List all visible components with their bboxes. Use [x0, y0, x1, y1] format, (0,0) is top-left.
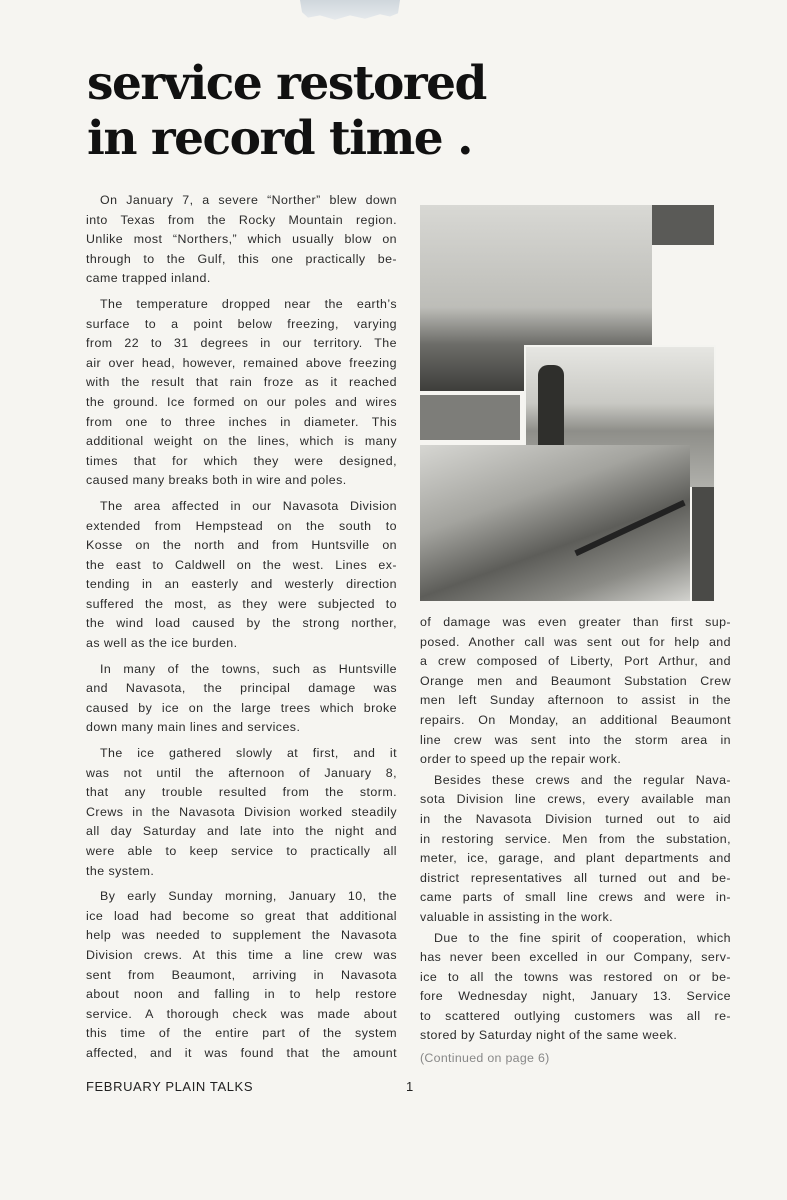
paragraph	[86, 660, 397, 738]
text-line: the ground. Ice formed on our poles and wires	[86, 394, 397, 409]
photo-broken-poles	[420, 445, 690, 601]
text-line: The area affected in our Navasota Division	[100, 498, 397, 513]
text-line: air over head, however, remained above freezing	[86, 355, 397, 370]
text-line: sent from Beaumont, arriving in Navasota	[86, 967, 397, 982]
text-line: about noon and falling in to help restore	[86, 987, 397, 1002]
text-line: Orange men and Beaumont Substation Crew	[420, 673, 731, 688]
photo-collage-ice-storm-damage	[420, 205, 716, 601]
text-line: caused by ice on the large trees which broke	[86, 700, 397, 715]
text-line: posed. Another call was sent out for help and	[420, 634, 731, 649]
text-line: to scattered outlying customers was all re-	[420, 1008, 731, 1023]
text-line: men left Sunday afternoon to assist in the	[420, 693, 731, 708]
paragraph	[420, 613, 731, 770]
text-line: in the Navasota Division turned out to aid	[420, 811, 731, 826]
torn-paper-edge	[300, 0, 400, 22]
text-line: line crew was sent into the storm area in	[420, 732, 731, 747]
text-line: was not until the afternoon of January 8,	[86, 765, 397, 780]
left-column	[86, 191, 397, 1070]
text-line: the wind load caused by the strong norther,	[86, 616, 397, 631]
text-line: a crew composed of Liberty, Port Arthur, and	[420, 654, 731, 669]
text-line: additional weight on the lines, which is many	[86, 434, 397, 449]
text-line: from one to three inches in diameter. This	[86, 414, 397, 429]
text-line: of damage was even greater than first sup-	[420, 615, 731, 629]
text-line: came trapped inland.	[86, 271, 211, 286]
text-line: as well as the ice burden.	[86, 636, 238, 651]
text-line: Kosse on the north and from Huntsville on	[86, 538, 397, 553]
text-line: extended from Hempstead on the south to	[86, 518, 397, 533]
text-line: that any trouble resulted from the storm.	[86, 785, 397, 800]
text-line: help was needed to supplement the Navasota	[86, 928, 397, 943]
paragraph	[86, 191, 397, 289]
text-line: affected, and it was found that the amount	[86, 1045, 397, 1060]
text-line: meter, ice, garage, and plant departments and	[420, 851, 731, 866]
text-line: has never been excelled in our Company, serv-	[420, 950, 731, 965]
text-line: and Navasota, the principal damage was	[86, 681, 397, 696]
text-line: By early Sunday morning, January 10, the	[100, 889, 397, 904]
text-line: in restoring service. Men from the substation,	[420, 831, 731, 846]
publication-footer: FEBRUARY PLAIN TALKS	[86, 1079, 254, 1094]
text-line: service. A thorough check was made about	[86, 1006, 397, 1021]
text-line: Unlike most “Northers,” which usually blow on	[86, 232, 397, 247]
continued-note: (Continued on page 6)	[420, 1051, 550, 1065]
text-line: with the result that rain froze as it reached	[86, 375, 397, 390]
text-line: On January 7, a severe “Norther” blew down	[100, 193, 397, 207]
text-line: all day Saturday and late into the night and	[86, 824, 397, 839]
text-line: order to speed up the repair work.	[420, 752, 622, 767]
text-line: the east to Caldwell on the west. Lines ex-	[86, 557, 397, 572]
photo-gray-band	[420, 395, 520, 440]
paragraph	[420, 771, 731, 928]
text-line: down many main lines and services.	[86, 720, 301, 735]
paragraph	[420, 929, 731, 1047]
text-line: into Texas from the Rocky Mountain region.	[86, 212, 397, 227]
headline-line-1: service restored	[87, 56, 486, 111]
text-line: through to the Gulf, this one practically be-	[86, 251, 397, 266]
paragraph	[86, 744, 397, 881]
paragraph	[86, 497, 397, 654]
text-line: district representatives all turned out and be-	[420, 870, 731, 885]
dark-panel	[652, 205, 714, 245]
text-line: The temperature dropped near the earth’s	[100, 296, 397, 311]
text-line: suffered the most, as they were subjected to	[86, 596, 397, 611]
text-line: from 22 to 31 degrees in our territory. The	[86, 336, 397, 351]
text-line: ice to all the towns was restored on or be-	[420, 969, 731, 984]
text-line: this time of the entire part of the system	[86, 1026, 397, 1041]
text-line: came parts of small line crews and were in-	[420, 890, 731, 905]
paragraph	[86, 887, 397, 1063]
text-line: In many of the towns, such as Huntsville	[100, 661, 397, 676]
text-line: valuable in assisting in the work.	[420, 909, 613, 924]
text-line: surface to a point below freezing, varying	[86, 316, 397, 331]
text-line: fore Wednesday night, January 13. Service	[420, 989, 731, 1004]
dark-side-panel	[692, 487, 714, 601]
text-line: Besides these crews and the regular Nava-	[434, 772, 731, 787]
text-line: stored by Saturday night of the same week.	[420, 1028, 678, 1043]
text-line: times that for which they were designed,	[86, 453, 397, 468]
text-line: caused many breaks both in wire and poles.	[86, 473, 347, 488]
paragraph	[86, 295, 397, 491]
page-number: 1	[406, 1079, 414, 1094]
text-line: the system.	[86, 863, 155, 878]
text-line: were able to keep service to practically all	[86, 844, 397, 858]
text-line: ice load had become so great that additional	[86, 908, 397, 923]
right-column	[420, 613, 731, 1047]
headline-line-2: in record time .	[87, 111, 472, 166]
text-line: Crews in the Navasota Division worked steadily	[86, 804, 397, 819]
text-line: sota Division line crews, every available man	[420, 792, 731, 807]
text-line: repairs. On Monday, an additional Beaumont	[420, 712, 731, 727]
text-line: Due to the fine spirit of cooperation, which	[434, 930, 731, 945]
text-line: The ice gathered slowly at first, and it	[100, 746, 397, 761]
text-line: tending in an easterly and westerly direction	[86, 577, 397, 592]
text-line: Division crews. At this time a line crew was	[86, 947, 397, 962]
